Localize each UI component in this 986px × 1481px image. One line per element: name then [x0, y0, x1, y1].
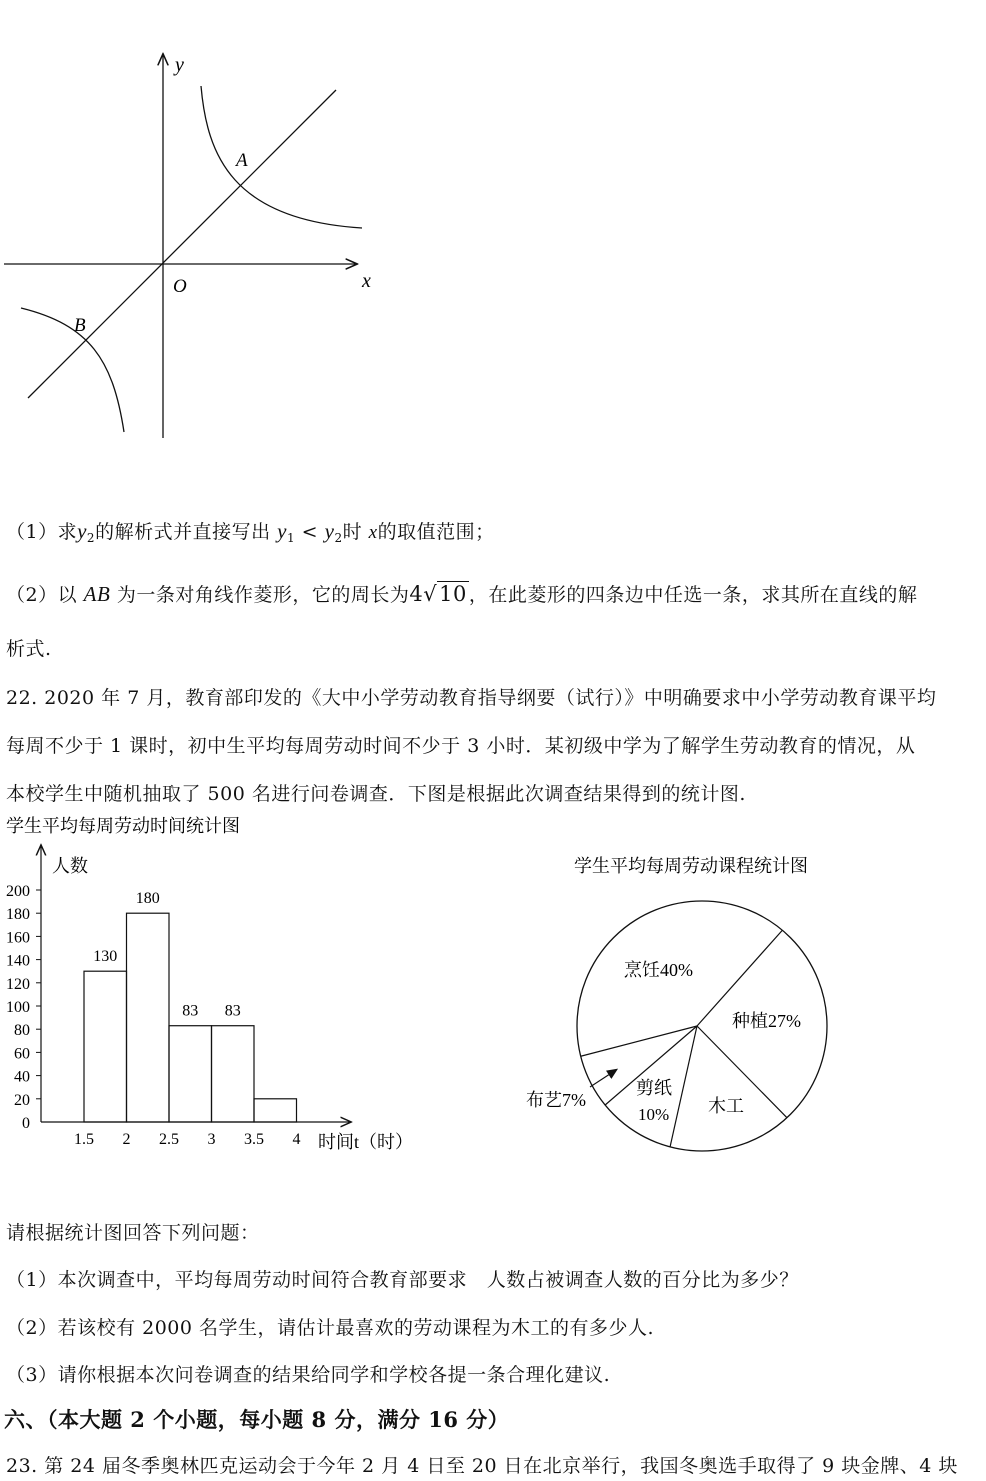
pie-label-arrow [590, 1070, 616, 1087]
q22-line-1: 22. 2020 年 7 月，教育部印发的《大中小学劳动教育指导纲要（试行）》中明确要求中小学劳动教育课平均 [6, 687, 937, 709]
coordinate-figure [0, 0, 400, 450]
pie-chart [500, 840, 860, 1160]
hyperbola-branch-lower [21, 308, 124, 432]
sqrt-symbol: √ [423, 582, 438, 606]
label-point-a: A [236, 150, 248, 171]
bar-y-tick-label: 40 [14, 1068, 30, 1086]
pie-label-jianzhi-pct: 10% [638, 1105, 670, 1124]
bar-y-axis-label: 人数 [52, 856, 88, 876]
q21-part2: （2）以 AB 为一条对角线作菱形，它的周长为4√10 ，在此菱形的四条边中任选一条，求其所在直线的解 [6, 582, 918, 606]
label-x: x [362, 270, 371, 292]
bar-data-label: 83 [182, 1002, 199, 1020]
pie-chart-title: 学生平均每周劳动课程统计图 [574, 856, 808, 876]
bar-y-tick-label: 160 [6, 929, 30, 947]
q22-question-3: （3）请你根据本次问卷调查的结果给同学和学校各提一条合理化建议. [6, 1364, 611, 1386]
bar-y-tick-label: 100 [6, 999, 30, 1016]
bar-data-labels [93, 890, 241, 1020]
bar-y-tick-label: 80 [14, 1022, 30, 1040]
bar-x-tick-label: 3.5 [244, 1131, 264, 1148]
pie-label-jianzhi-name: 剪纸 [636, 1078, 672, 1098]
q21-part1: （1）求$y_2$的解析式并直接写出 $y_1 < y_2$时 x的取值范围； [6, 519, 495, 545]
bar [127, 913, 170, 1122]
q22-question-2: （2）若该校有 2000 名学生，请估计最喜欢的劳动课程为木工的有多少人. [6, 1317, 655, 1339]
q23-line-1: 23. 第 24 届冬季奥林匹克运动会于今年 2 月 4 日至 20 日在北京举行，我国冬奥选手取得了 9 块金牌、4 块 [6, 1455, 958, 1477]
bar-data-label: 83 [224, 1002, 241, 1020]
bar-x-tick-label: 3 [207, 1131, 216, 1148]
label-origin: O [173, 276, 187, 297]
bar-y-tick-label: 60 [14, 1045, 30, 1063]
q22-question-1: （1）本次调查中，平均每周劳动时间符合教育部要求 人数占被调查人数的百分比为多少？ [6, 1269, 799, 1291]
bar-data-label: 180 [135, 890, 160, 908]
pie-label-pengren: 烹饪40% [624, 960, 693, 980]
bar-y-tick-label: 200 [6, 883, 30, 900]
bar [84, 971, 127, 1122]
bar-y-ticks [6, 883, 41, 1132]
bar-x-axis-label: 时间t（时） [318, 1132, 414, 1152]
bar-chart [0, 808, 440, 1168]
q22-question-intro: 请根据统计图回答下列问题： [6, 1222, 260, 1244]
bar-x-tick-label: 1.5 [74, 1131, 94, 1148]
pie-label-zhongzhi: 种植27% [732, 1011, 801, 1031]
section-six-heading: 六、（本大题 2 个小题，每小题 8 分，满分 16 分） [4, 1407, 510, 1432]
bar [254, 1099, 297, 1122]
pie-label-buyi: 布艺7% [526, 1090, 586, 1110]
bar-x-tick-label: 2.5 [159, 1131, 179, 1148]
bar-chart-title: 学生平均每周劳动时间统计图 [6, 816, 240, 836]
q21-part2-continued: 析式. [6, 638, 52, 660]
label-point-b: B [74, 315, 86, 336]
bar-y-tick-label: 140 [6, 952, 30, 970]
q22-line-3: 本校学生中随机抽取了 500 名进行问卷调查．下图是根据此次调查结果得到的统计图. [6, 783, 746, 805]
bar-x-ticks [74, 1131, 301, 1148]
bar [169, 1026, 212, 1122]
pie-slice-boundary [670, 1026, 697, 1147]
bar [212, 1026, 255, 1122]
bar-y-tick-label: 180 [6, 906, 30, 924]
pie-label-mugong: 木工 [708, 1096, 744, 1116]
q22-line-2: 每周不少于 1 课时，初中生平均每周劳动时间不少于 3 小时．某初级中学为了解学生劳动教育的情况，从 [6, 735, 916, 757]
radicand: 10 [439, 582, 467, 606]
bar-x-tick-label: 4 [292, 1131, 301, 1148]
bar-y-tick-label: 120 [6, 975, 30, 993]
bar-y-tick-label: 20 [14, 1091, 30, 1109]
bar-x-tick-label: 2 [122, 1131, 131, 1148]
bar-data-label: 130 [93, 948, 118, 966]
line-y1 [28, 90, 336, 398]
hyperbola-branch-upper [201, 86, 362, 228]
label-y: y [175, 54, 184, 76]
bar-y-tick-label: 0 [22, 1115, 30, 1132]
